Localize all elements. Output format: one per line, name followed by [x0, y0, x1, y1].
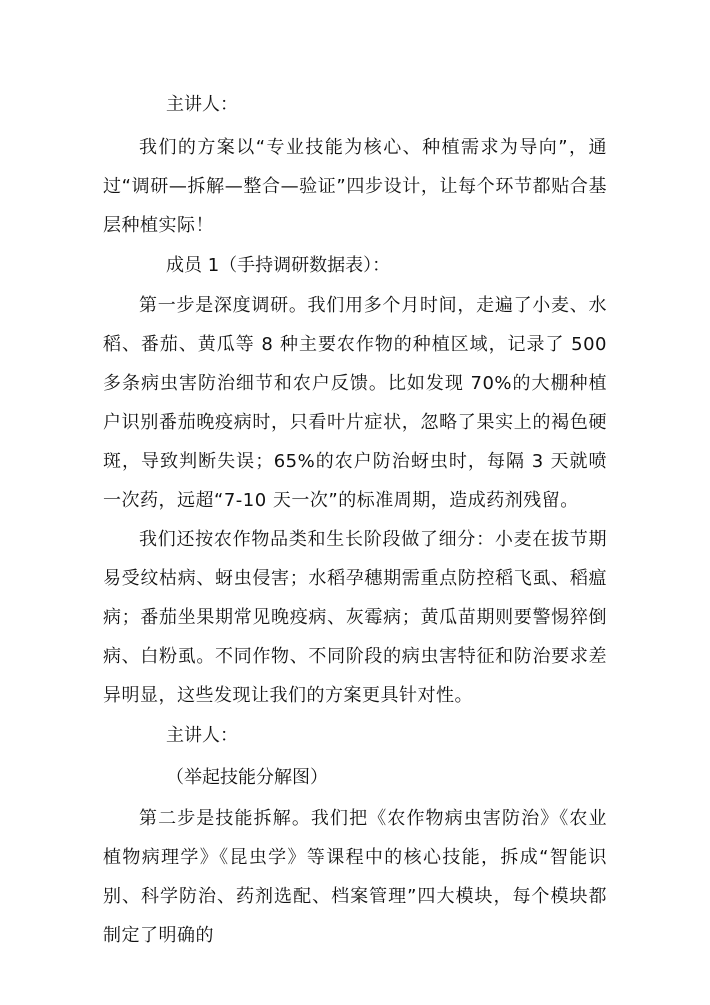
paragraph-crop-breakdown: 我们还按农作物品类和生长阶段做了细分：小麦在拔节期易受纹枯病、蚜虫侵害；水稻孕穗期需重点防控稻飞虱、稻瘟病；番茄坐果期常见晚疫病、灰霉病；黄瓜苗期则要警惕猝倒病、白粉虱。不同作物、不同阶段的病虫害特征和防治要求差异明显，这些发现让我们的方案更具针对性。	[103, 529, 607, 706]
speaker-label-presenter: 主讲人：	[166, 94, 238, 115]
paragraph-intro: 我们的方案以“专业技能为核心、种植需求为导向”，通过“调研—拆解—整合—验证”四步设计，让每个环节都贴合基层种植实际！	[103, 137, 607, 236]
stage-direction: （举起技能分解图）	[166, 767, 328, 788]
paragraph-step-two: 第二步是技能拆解。我们把《农作物病虫害防治》《农业植物病理学》《昆虫学》等课程中的核心技能，拆成“智能识别、科学防治、药剂选配、档案管理”四大模块，每个模块都制定了明确的	[103, 808, 607, 946]
speaker-label-presenter-2: 主讲人：	[166, 725, 238, 746]
paragraph-step-one: 第一步是深度调研。我们用多个月时间，走遍了小麦、水稻、番茄、黄瓜等 8 种主要农作物的种植区域，记录了 500 多条病虫害防治细节和农户反馈。比如发现 70%的大棚种植户识别番茄晚疫病时，只看叶片症状，忽略了果实上的褐色硬斑，导致判断失误；65%的农户防治蚜虫时，每隔 3 天就喷一次药，远超“7-10 天一次”的标准周期，造成药剂残留。	[103, 295, 607, 511]
speaker-label-member-1: 成员 1（手持调研数据表）：	[166, 255, 391, 276]
